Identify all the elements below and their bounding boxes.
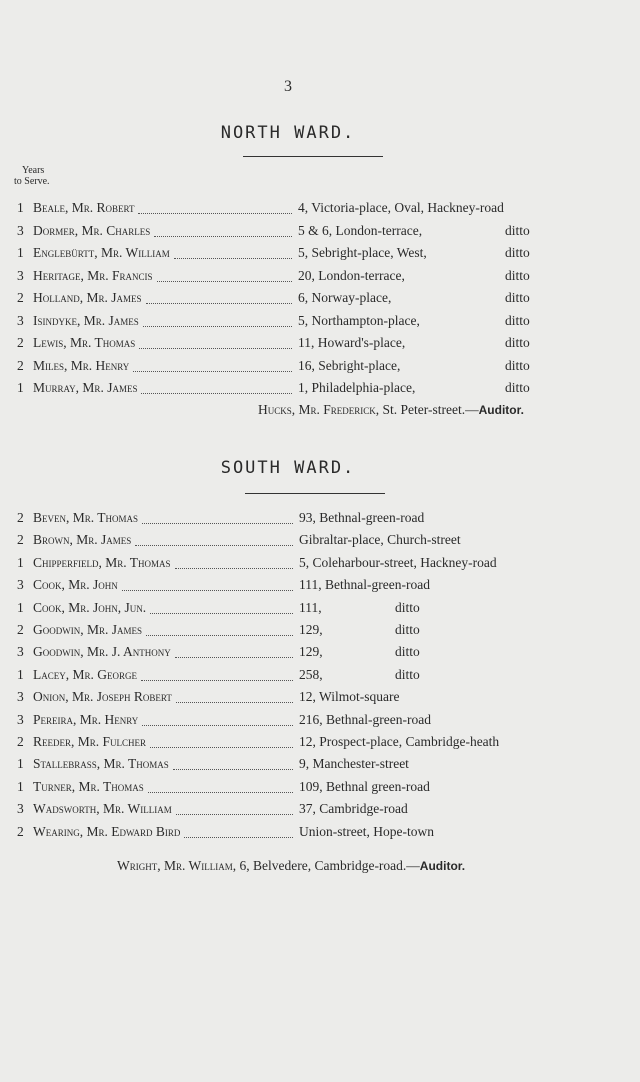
member-name: Beale, Mr. Robert (33, 200, 135, 215)
member-name: Cook, Mr. John (33, 577, 118, 593)
south-auditor (117, 858, 465, 874)
leader-dots (146, 290, 292, 304)
ditto-mark: ditto (395, 599, 420, 615)
leader-dots (154, 223, 292, 237)
member-address: 111, (299, 599, 322, 615)
leader-dots (142, 712, 293, 726)
years-to-serve: 3 (17, 222, 24, 238)
member-address: 12, Prospect-place, Cambridge-heath (299, 734, 500, 749)
leader-dots (141, 380, 292, 394)
member-name: Wadsworth, Mr. William (33, 801, 172, 817)
member-name: Turner, Mr. Thomas (33, 778, 144, 794)
years-to-serve: 1 (17, 554, 24, 570)
north-row (0, 245, 640, 267)
leader-dots (150, 600, 293, 614)
years-to-serve: 1 (17, 200, 24, 215)
leader-dots (176, 801, 293, 815)
page-number: 3 (284, 78, 292, 95)
years-to-serve: 2 (17, 290, 24, 305)
member-name: Chipperfield, Mr. Thomas (33, 554, 171, 570)
years-to-serve: 1 (17, 756, 24, 772)
leader-dots (174, 245, 292, 259)
years-label-line2: to Serve. (14, 176, 50, 187)
member-name: Goodwin, Mr. James (33, 622, 143, 637)
north-row (0, 358, 640, 380)
member-address: 1, Philadelphia-place, (298, 380, 416, 395)
member-name: Wearing, Mr. Edward Bird (33, 823, 181, 839)
years-to-serve: 3 (17, 267, 24, 283)
north-row (0, 313, 640, 335)
member-name: Isindyke, Mr. James (33, 312, 139, 328)
years-to-serve: 2 (17, 357, 24, 373)
south-row (0, 689, 640, 711)
leader-dots (146, 622, 293, 636)
north-auditor (258, 402, 524, 418)
leader-dots (173, 756, 293, 770)
member-name: Cook, Mr. John, Jun. (33, 599, 147, 615)
leader-dots (150, 734, 293, 748)
leader-dots (122, 577, 293, 591)
years-to-serve: 2 (17, 734, 24, 749)
south-row (0, 622, 640, 644)
member-name: Goodwin, Mr. J. Anthony (33, 644, 171, 660)
south-row (0, 734, 640, 756)
member-address: 5, Northampton-place, (298, 312, 420, 328)
member-name: Reeder, Mr. Fulcher (33, 734, 147, 749)
years-to-serve: 2 (17, 622, 24, 637)
member-name: Onion, Mr. Joseph Robert (33, 689, 172, 705)
member-name: Stallebrass, Mr. Thomas (33, 756, 169, 772)
years-to-serve: 1 (17, 380, 24, 395)
leader-dots (135, 532, 293, 546)
ditto-mark: ditto (505, 357, 530, 373)
years-to-serve-label (14, 165, 50, 187)
ditto-mark: ditto (505, 245, 530, 260)
south-row (0, 667, 640, 689)
south-row (0, 600, 640, 622)
member-address: 258, (299, 666, 323, 682)
leader-dots (142, 510, 293, 524)
member-name: Murray, Mr. James (33, 380, 138, 395)
member-name: Heritage, Mr. Francis (33, 267, 153, 283)
north-row (0, 335, 640, 357)
member-address: 4, Victoria-place, Oval, Hackney-road (298, 200, 504, 215)
ditto-mark: ditto (505, 335, 530, 350)
north-auditor-name: Hucks, Mr. Frederick, (258, 402, 380, 417)
south-row (0, 756, 640, 778)
ditto-mark: ditto (505, 267, 530, 283)
ditto-mark: ditto (395, 622, 420, 637)
member-name: Lewis, Mr. Thomas (33, 335, 136, 350)
member-address: 16, Sebright-place, (298, 357, 401, 373)
ditto-mark: ditto (395, 644, 420, 660)
south-row (0, 801, 640, 823)
years-to-serve: 1 (17, 245, 24, 260)
member-address: Gibraltar-place, Church-street (299, 532, 461, 548)
south-heading-rule (245, 493, 385, 494)
north-auditor-address: St. Peter-street.— (382, 402, 479, 417)
member-address: Union-street, Hope-town (299, 823, 434, 839)
years-to-serve: 3 (17, 577, 24, 593)
member-name: Lacey, Mr. George (33, 666, 137, 682)
member-address: 129, (299, 622, 323, 637)
leader-dots (148, 779, 293, 793)
member-address: 20, London-terrace, (298, 267, 405, 283)
leader-dots (157, 268, 292, 282)
leader-dots (184, 824, 293, 838)
ditto-mark: ditto (505, 312, 530, 328)
member-address: 37, Cambridge-road (299, 801, 408, 817)
north-ward-heading: NORTH WARD. (220, 123, 356, 143)
north-auditor-role: Auditor. (478, 403, 524, 417)
years-to-serve: 2 (17, 532, 24, 548)
member-address: 11, Howard's-place, (298, 335, 406, 350)
leader-dots (139, 335, 292, 349)
north-row (0, 200, 640, 222)
member-name: Brown, Mr. James (33, 532, 132, 548)
member-name: Pereira, Mr. Henry (33, 711, 139, 727)
north-row (0, 268, 640, 290)
member-address: 111, Bethnal-green-road (299, 577, 430, 593)
member-name: Englebürtt, Mr. William (33, 245, 170, 260)
ditto-mark: ditto (505, 380, 530, 395)
leader-dots (138, 200, 292, 214)
member-address: 109, Bethnal green-road (299, 778, 430, 794)
leader-dots (175, 555, 293, 569)
years-to-serve: 2 (17, 510, 24, 525)
member-address: 129, (299, 644, 323, 660)
south-row (0, 644, 640, 666)
ditto-mark: ditto (505, 222, 530, 238)
south-row (0, 532, 640, 554)
years-label-line1: Years (22, 165, 45, 176)
south-row (0, 555, 640, 577)
member-address: 9, Manchester-street (299, 756, 409, 772)
south-row (0, 510, 640, 532)
member-address: 5 & 6, London-terrace, (298, 222, 423, 238)
north-row (0, 290, 640, 312)
leader-dots (176, 689, 293, 703)
north-row (0, 223, 640, 245)
member-name: Dormer, Mr. Charles (33, 222, 151, 238)
years-to-serve: 3 (17, 644, 24, 660)
member-address: 6, Norway-place, (298, 290, 392, 305)
years-to-serve: 2 (17, 335, 24, 350)
years-to-serve: 1 (17, 666, 24, 682)
south-auditor-role: Auditor. (419, 859, 466, 873)
years-to-serve: 3 (17, 711, 24, 727)
years-to-serve: 3 (17, 312, 24, 328)
leader-dots (141, 667, 293, 681)
north-heading-rule (243, 156, 383, 157)
years-to-serve: 3 (17, 801, 24, 817)
south-row (0, 577, 640, 599)
years-to-serve: 3 (17, 689, 24, 705)
member-name: Holland, Mr. James (33, 290, 142, 305)
south-ward-heading: SOUTH WARD. (220, 458, 356, 478)
member-address: 12, Wilmot-square (299, 689, 400, 705)
south-row (0, 824, 640, 846)
leader-dots (143, 313, 292, 327)
south-auditor-name: Wright, Mr. William, (117, 858, 237, 873)
south-row (0, 712, 640, 734)
member-address: 5, Coleharbour-street, Hackney-road (299, 554, 497, 570)
leader-dots (133, 358, 292, 372)
years-to-serve: 1 (17, 599, 24, 615)
member-address: 216, Bethnal-green-road (299, 711, 431, 727)
ditto-mark: ditto (395, 666, 420, 682)
north-row (0, 380, 640, 402)
south-auditor-address: 6, Belvedere, Cambridge-road.— (239, 858, 420, 873)
ditto-mark: ditto (505, 290, 530, 305)
member-address: 5, Sebright-place, West, (298, 245, 427, 260)
member-name: Miles, Mr. Henry (33, 357, 130, 373)
south-row (0, 779, 640, 801)
years-to-serve: 1 (17, 778, 24, 794)
years-to-serve: 2 (17, 823, 24, 839)
leader-dots (175, 644, 293, 658)
member-name: Beven, Mr. Thomas (33, 510, 139, 525)
member-address: 93, Bethnal-green-road (299, 510, 425, 525)
